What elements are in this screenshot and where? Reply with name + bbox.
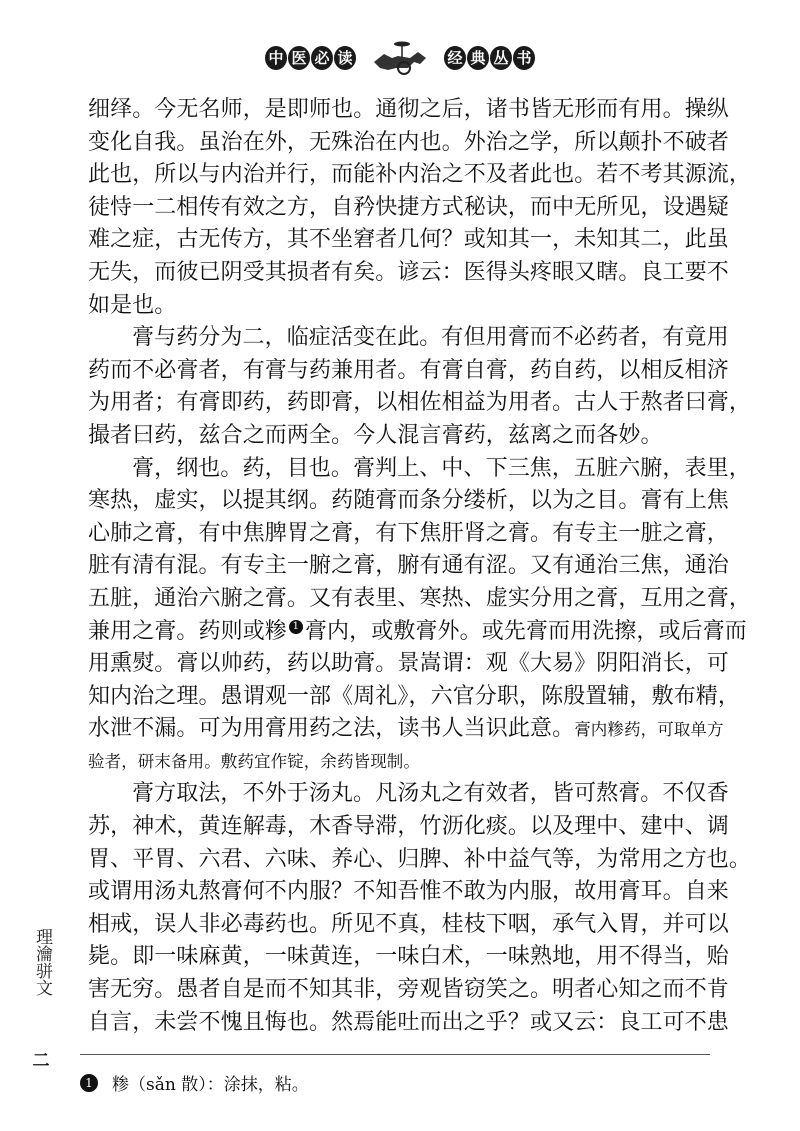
line-text: 细绎。今无名师，是即师也。通彻之后，诸书皆无形而有用。操纵: [88, 97, 729, 122]
text-line: [88, 94, 729, 127]
line-text: 或谓用汤丸熬膏何不内服？不知吾惟不敢为内服，故用膏耳。自来: [88, 879, 729, 905]
text-line: [88, 159, 752, 192]
footnote-text: 糁（sǎn 散）：涂抹，粘。: [112, 1075, 309, 1095]
text-line: [88, 290, 712, 323]
text-line: [88, 485, 729, 518]
line-text: 难之症，古无传方，其不坐窘者几何？或知其一，未知其二，此虽: [88, 227, 729, 253]
text-line: [88, 941, 729, 974]
line-text-continued: 膏内，或敷膏外。或先膏而用洗擦，或后膏而: [304, 618, 747, 644]
text-line: [88, 355, 729, 388]
line-text: 心肺之膏，有中焦脾胃之膏，有下焦肝肾之膏。有专主一脏之膏，: [88, 520, 729, 546]
footnote-marker[interactable]: 1: [289, 620, 303, 634]
line-text: 膏与药分为二，临症活变在此。有但用膏而不必药者，有竟用: [132, 325, 729, 351]
text-line: [88, 257, 729, 290]
line-text: 为用者；有膏即药，药即膏，以相佐相益为用者。古人于熬者曰膏，: [88, 390, 752, 416]
text-line: [88, 778, 729, 811]
footnote-divider: [80, 1054, 710, 1055]
line-text: 兼用之膏。药则或糁: [88, 618, 287, 644]
series-title-left: [265, 46, 356, 70]
line-text: 此也，所以与内治并行，而能补内治之不及者此也。若不考其源流，: [88, 162, 752, 188]
series-char: 医: [288, 46, 310, 70]
text-line: [88, 681, 741, 714]
footnote: [80, 1070, 309, 1095]
series-char: 书: [513, 46, 535, 70]
chariot-emblem-icon: [370, 40, 430, 76]
line-text: 徒恃一二相传有效之方，自矜快捷方式秘诀，而中无所见，设遇疑: [88, 194, 729, 220]
line-text: 无失，而彼已阴受其损者有矣。谚云：医得头疼眼又瞎。良工要不: [88, 259, 729, 285]
text-line: [88, 844, 752, 877]
text-line: [88, 1007, 729, 1040]
text-line: [88, 746, 712, 779]
line-text: 如是也。: [88, 292, 177, 318]
text-line: [88, 550, 729, 583]
text-line: [88, 322, 729, 355]
line-text: 膏方取法，不外于汤丸。凡汤丸之有效者，皆可熬膏。不仅香: [132, 781, 729, 807]
page-number: 二: [32, 1051, 50, 1071]
annotation-text: 膏内糁药，可取单方: [574, 720, 724, 740]
series-title-right: [444, 46, 535, 70]
text-line: [88, 127, 729, 160]
series-header: [0, 40, 800, 76]
text-line: [88, 192, 729, 225]
text-line: [88, 224, 729, 257]
footnote-number: 1: [80, 1074, 98, 1092]
text-line: [88, 518, 729, 551]
line-text: 自言，未尝不愧且悔也。然焉能吐而出之乎？或又云：良工可不患: [88, 1009, 729, 1035]
line-text: 水泄不漏。可为用膏用药之法，读书人当识此意。: [88, 716, 575, 742]
text-line: [88, 974, 729, 1007]
book-title-vertical: 理瀹骈文: [32, 928, 52, 996]
line-text: 药而不必膏者，有膏与药兼用者。有膏自膏，药自药，以相反相济: [88, 357, 729, 383]
series-char: 丛: [490, 46, 512, 70]
line-text: 用熏熨。膏以帅药，药以助膏。景嵩谓：观《大易》阴阳消长，可: [88, 651, 729, 677]
line-text: 相戒，误人非必毒药也。所见不真，桂枝下咽，承气入胃，并可以: [88, 911, 729, 937]
text-line: [88, 713, 724, 746]
text-line: [88, 876, 729, 909]
text-line: [88, 453, 751, 486]
line-text: 五脏，通治六腑之膏。又有表里、寒热、虚实分用之膏，互用之膏，: [88, 585, 752, 611]
text-line: [88, 811, 729, 844]
text-line: [88, 648, 729, 681]
line-text: 脏有清有混。有专主一腑之膏，腑有通有涩。又有通治三焦，通治: [88, 553, 729, 579]
line-text: 变化自我。虽治在外，无殊治在内也。外治之学，所以颠扑不破者: [88, 129, 729, 155]
line-text: 苏，神术，黄连解毒，木香导滞，竹沥化痰。以及理中、建中、调: [88, 814, 729, 840]
text-line: [88, 387, 752, 420]
series-char: 读: [334, 46, 356, 70]
series-char: 经: [444, 46, 466, 70]
line-text: 害无穷。愚者自是而不知其非，旁观皆窃笑之。明者心知之而不肯: [88, 977, 729, 1003]
line-text: 寒热，虚实，以提其纲。药随膏而条分缕析，以为之目。膏有上焦: [88, 488, 729, 514]
text-line: [88, 420, 712, 453]
line-text: 撮者曰药，兹合之而两全。今人混言膏药，兹离之而各妙。: [88, 422, 663, 448]
line-text: 知内治之理。愚谓观一部《周礼》，六官分职，陈殷置辅，敷布精，: [88, 683, 741, 709]
series-char: 中: [265, 46, 287, 70]
text-line: [88, 909, 729, 942]
series-char: 必: [311, 46, 333, 70]
line-text: 验者，研末备用。敷药宜作锭，余药皆现制。: [88, 751, 420, 771]
text-line: [88, 616, 747, 649]
text-line: [88, 583, 752, 616]
body-text: [88, 94, 752, 1039]
line-text: 膏，纲也。药，目也。膏判上、中、下三焦，五脏六腑，表里，: [132, 455, 751, 481]
line-text: 毙。即一味麻黄，一味黄连，一味白术，一味熟地，用不得当，贻: [88, 944, 729, 970]
line-text: 胃、平胃、六君、六味、养心、归脾、补中益气等，为常用之方也。: [88, 846, 752, 872]
series-char: 典: [467, 46, 489, 70]
